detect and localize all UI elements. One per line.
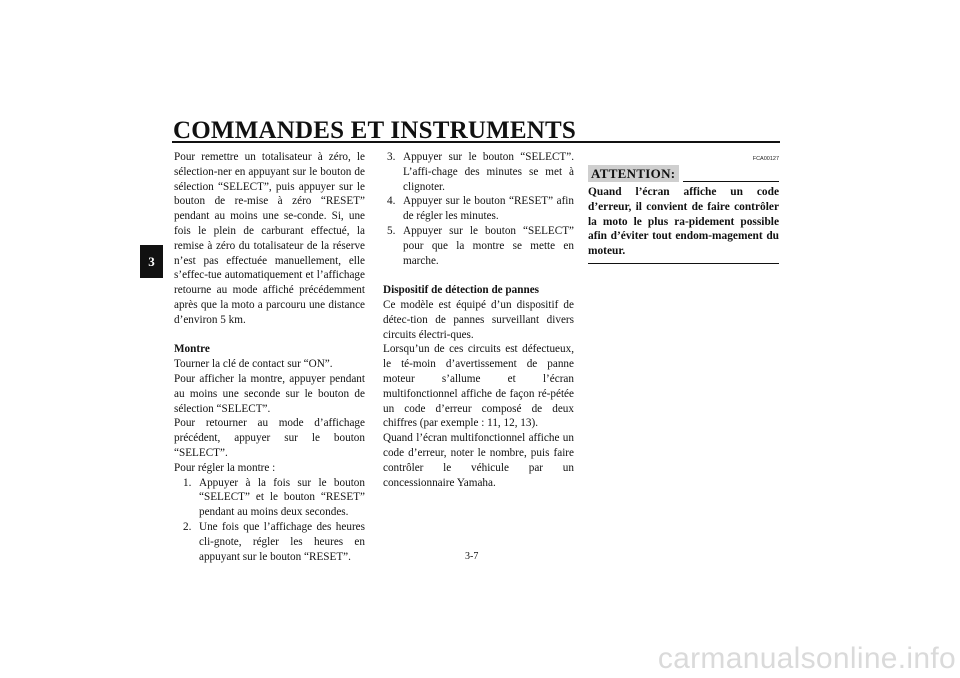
step-number: 1. (183, 476, 192, 489)
clock-paragraph-4: Pour régler la montre : (174, 461, 276, 474)
attention-rule (683, 181, 779, 182)
step-text: Une fois que l’affichage des heures cli-gnote, régler les heures en appuyant sur le bouton “RESET”. (199, 520, 365, 563)
list-item (383, 150, 574, 194)
page-number: 3-7 (465, 551, 479, 562)
fault-paragraph-3: Quand l’écran multifonctionnel affiche un code d’erreur, noter le nombre, puis faire contrôler le véhicule par un concessionnaire Yamaha. (383, 432, 574, 489)
step-number: 2. (183, 520, 192, 533)
clock-heading: Montre (174, 343, 210, 356)
reset-paragraph: Pour remettre un totalisateur à zéro, le sélection-ner en appuyant sur le bouton de sélection “SELECT”, puis appuyer sur le bouton de re-mise à zéro “RESET” pendant au moins une se-conde. Si, une fois le plein de carburant effectué, la remise à zéro du totalisateur de la réserve n’est pas effectuée manuellement, elle s’effec-tue automatiquement et l’affichage retourne au mode affiché précédemment après que la moto a parcouru une distance d’environ 5 km. (174, 151, 365, 326)
list-item (383, 194, 574, 224)
list-item (174, 476, 365, 520)
title-rule (172, 141, 780, 143)
page-title: COMMANDES ET INSTRUMENTS (173, 117, 577, 144)
attention-bottom-rule (588, 263, 779, 264)
step-number: 4. (387, 195, 396, 208)
text-column-2 (383, 150, 574, 490)
clock-paragraph-3: Pour retourner au mode d’affichage précédent, appuyer sur le bouton “SELECT”. (174, 417, 365, 459)
fault-paragraph-2: Lorsqu’un de ces circuits est défectueux, le té-moin d’avertissement de panne moteur s’allume et l’écran multifonctionnel affiche de façon ré-pétée un code d’erreur composé de deux chiffres (par exemple : 11, 12, 13). (383, 343, 574, 430)
attention-header (588, 165, 779, 182)
list-item (174, 520, 365, 564)
attention-text: Quand l’écran affiche un code d’erreur, il convient de faire contrôler la moto le plus ra-pidement possible afin d’éviter tout endom-magement du moteur. (588, 186, 779, 258)
step-text: Appuyer sur le bouton “SELECT” pour que la montre se mette en marche. (403, 224, 574, 267)
step-text: Appuyer sur le bouton “RESET” afin de régler les minutes. (403, 195, 574, 223)
step-text: Appuyer à la fois sur le bouton “SELECT” et le bouton “RESET” pendant au moins deux secondes. (199, 476, 365, 519)
fault-detection-heading: Dispositif de détection de pannes (383, 284, 540, 297)
attention-box (588, 155, 779, 264)
fault-paragraph-1: Ce modèle est équipé d’un dispositif de détec-tion de pannes surveillant divers circuits électri-ques. (383, 298, 574, 341)
attention-code: FCA00127 (752, 156, 779, 162)
attention-label: ATTENTION: (588, 165, 679, 182)
clock-steps-list-continued (383, 150, 574, 268)
chapter-tab: 3 (140, 245, 163, 278)
step-number: 5. (387, 224, 396, 237)
watermark: carmanualsonline.info (657, 642, 956, 675)
list-item (383, 224, 574, 268)
step-number: 3. (387, 151, 396, 163)
text-column-1 (174, 150, 365, 564)
clock-paragraph-2: Pour afficher la montre, appuyer pendant au moins une seconde sur le bouton de sélection “SELECT”. (174, 372, 365, 415)
clock-paragraph-1: Tourner la clé de contact sur “ON”. (174, 358, 333, 371)
clock-steps-list (174, 476, 365, 565)
step-text: Appuyer sur le bouton “SELECT”. L’affi-chage des minutes se met à clignoter. (403, 151, 574, 193)
